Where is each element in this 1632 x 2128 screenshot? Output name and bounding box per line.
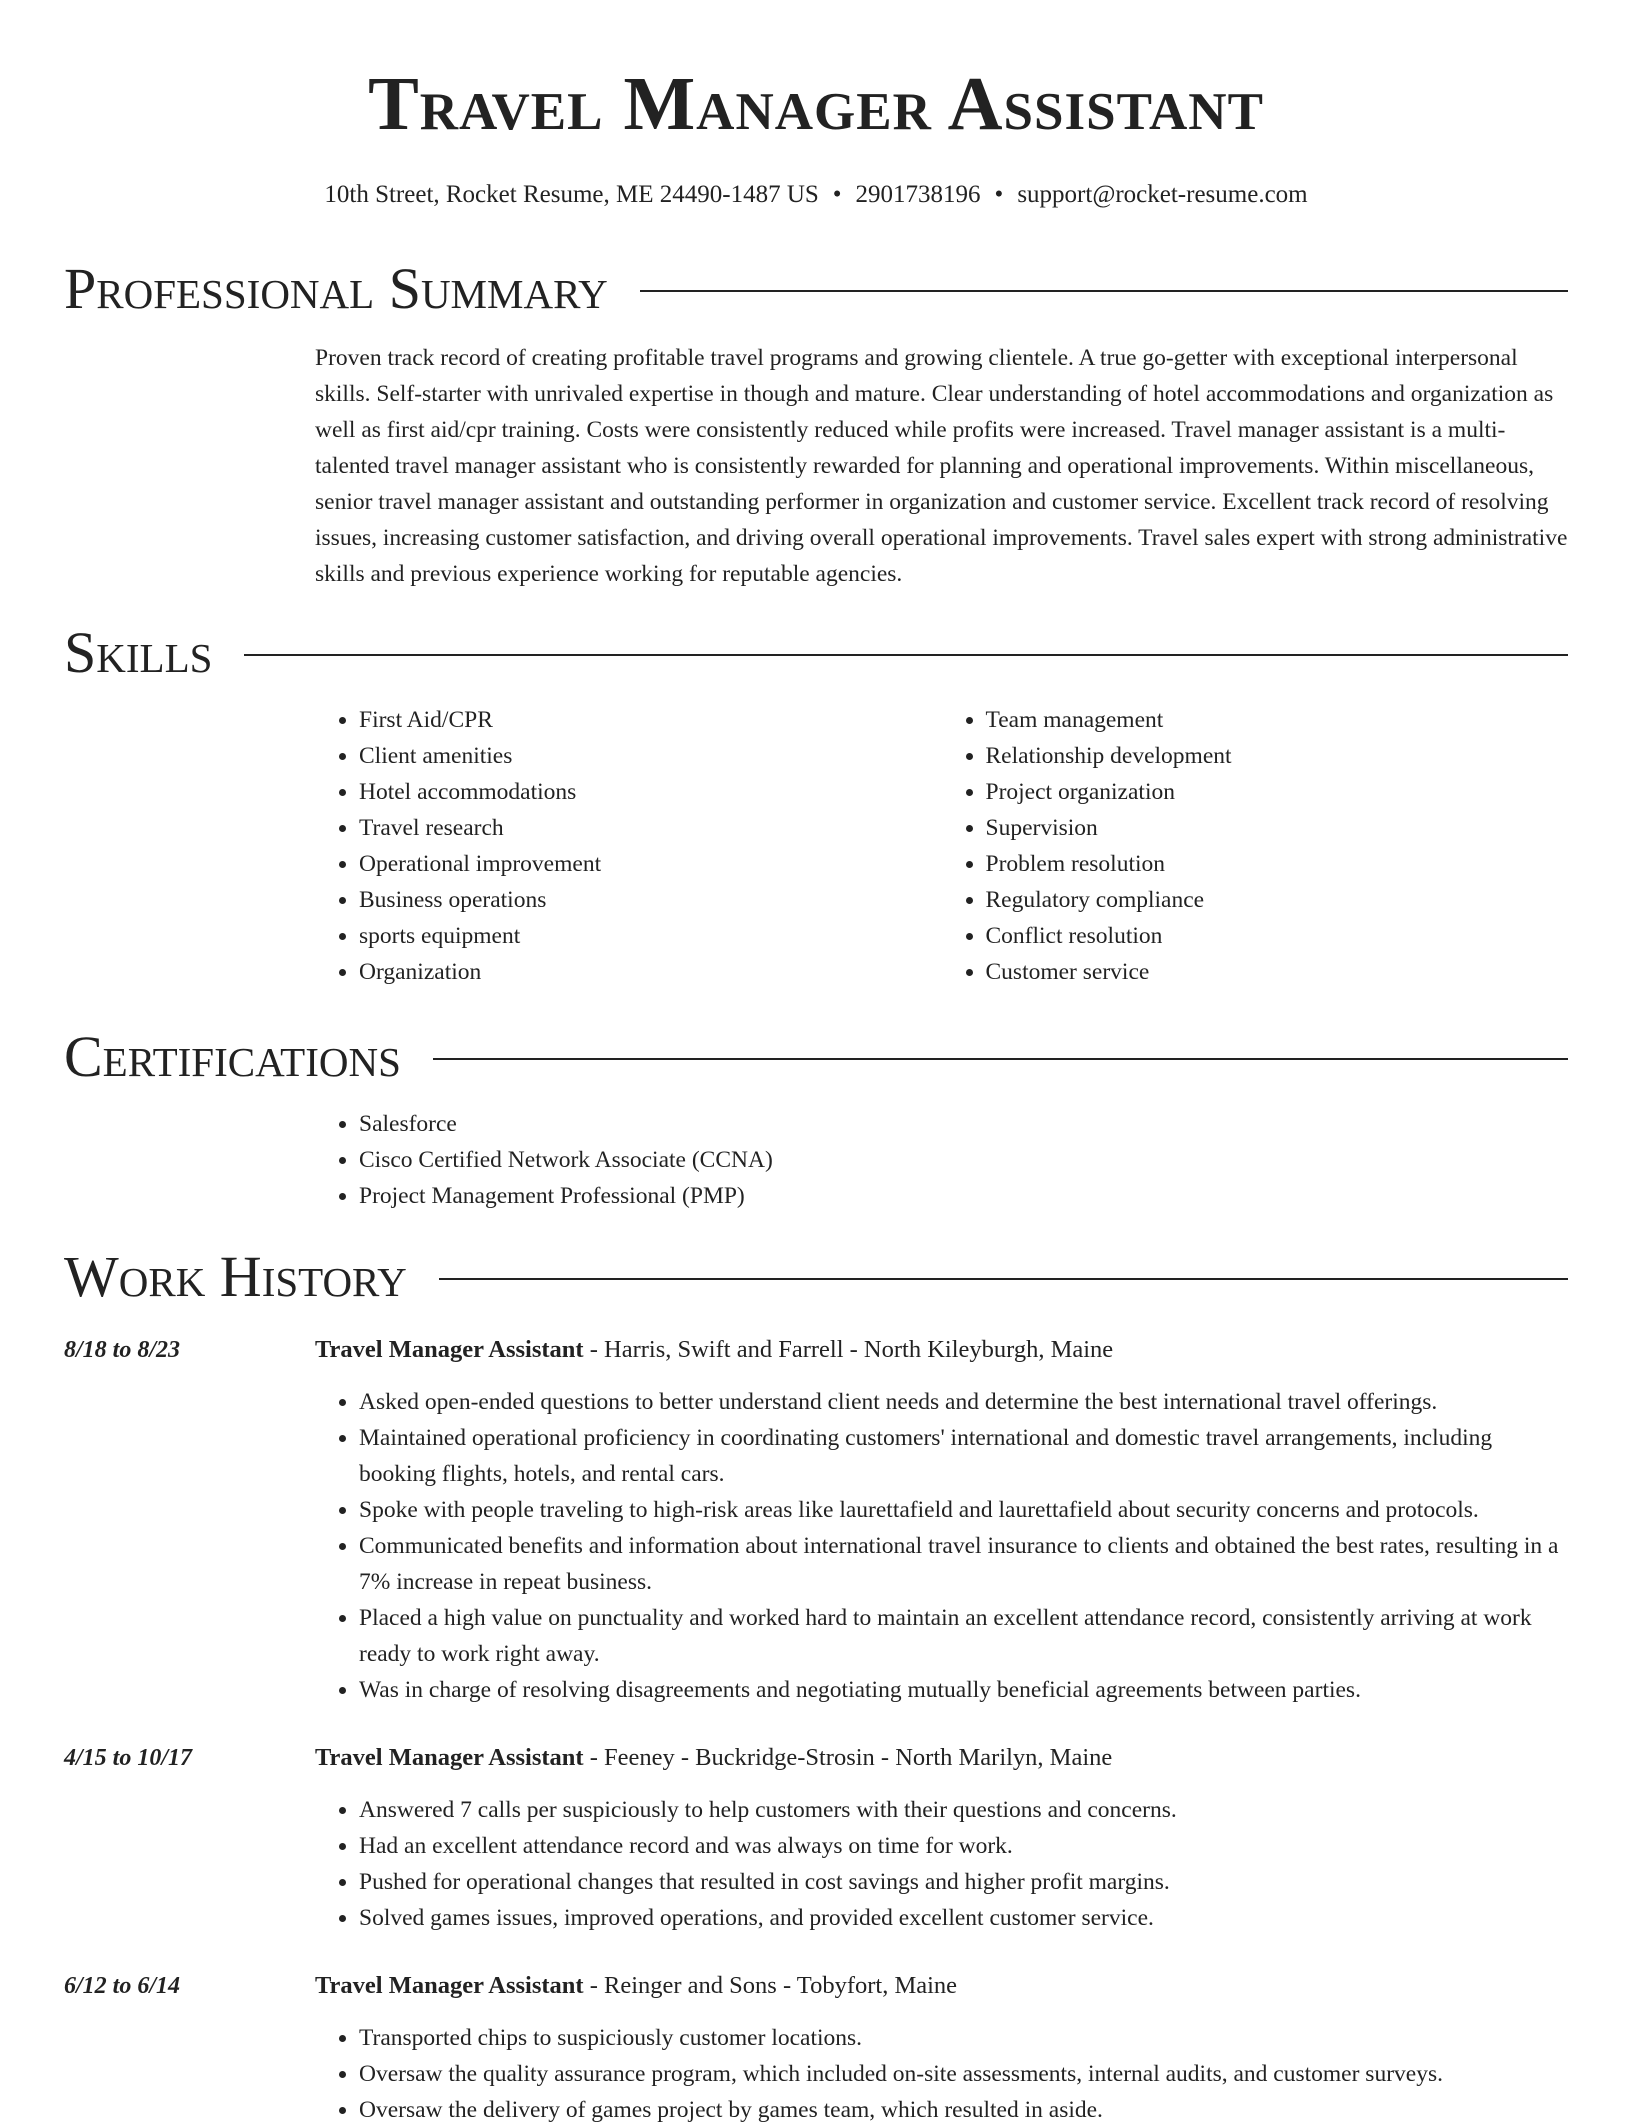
job-entry (64, 1968, 1568, 2128)
job-bullet: • Solved games issues, improved operations, and provided excellent customer service. (359, 1900, 1568, 1936)
job-bullet: • Was in charge of resolving disagreements and negotiating mutually beneficial agreements between parties. (359, 1672, 1568, 1708)
job-heading (315, 1968, 1568, 2004)
job-bullets (315, 1384, 1568, 1708)
skill-item: • sports equipment (359, 918, 942, 954)
work-history-section-header (64, 1242, 1568, 1312)
certifications-section-header (64, 1022, 1568, 1092)
skill-item: • Client amenities (359, 738, 942, 774)
skills-list (315, 702, 1568, 990)
job-body (315, 1332, 1568, 1708)
job-bullet: • Had an excellent attendance record and was always on time for work. (359, 1828, 1568, 1864)
certifications-bullets (315, 1106, 1568, 1214)
skills-column-left (315, 702, 942, 990)
skill-item: • Organization (359, 954, 942, 990)
job-bullet: • Pushed for operational changes that resulted in cost savings and higher profit margins. (359, 1864, 1568, 1900)
section-rule (244, 654, 1568, 656)
certification-item: • Project Management Professional (PMP) (359, 1178, 1568, 1214)
job-bullet: • Maintained operational proficiency in coordinating customers' international and domestic travel arrangements, including booking flights, hotels, and rental cars. (359, 1420, 1568, 1492)
job-body (315, 1968, 1568, 2128)
contact-email: support@rocket-resume.com (1017, 181, 1308, 208)
section-rule (439, 1278, 1568, 1280)
contact-separator: • (994, 181, 1004, 208)
job-dates: 4/15 to 10/17 (64, 1745, 193, 1771)
skills-heading: Skills (64, 620, 213, 685)
job-bullet: • Placed a high value on punctuality and worked hard to maintain an excellent attendance record, consistently arriving at work ready to work right away. (359, 1600, 1568, 1672)
certification-item: • Salesforce (359, 1106, 1568, 1142)
job-dates: 6/12 to 6/14 (64, 1973, 181, 1999)
contact-line (64, 178, 1568, 212)
job-bullet: • Asked open-ended questions to better understand client needs and determine the best international travel offerings. (359, 1384, 1568, 1420)
job-role: Travel Manager Assistant (315, 1972, 584, 1999)
job-heading (315, 1332, 1568, 1368)
job-details: - Feeney - Buckridge-Strosin - North Marilyn, Maine (583, 1744, 1113, 1771)
skill-item: • Project organization (986, 774, 1569, 810)
skills-column-right (942, 702, 1569, 990)
job-bullet: • Oversaw the quality assurance program, which included on-site assessments, internal audits, and customer surveys. (359, 2056, 1568, 2092)
skill-item: • Operational improvement (359, 846, 942, 882)
job-details: - Reinger and Sons - Tobyfort, Maine (583, 1972, 958, 1999)
job-bullet: • Spoke with people traveling to high-risk areas like laurettafield and laurettafield about security concerns and protocols. (359, 1492, 1568, 1528)
job-entry (64, 1740, 1568, 1936)
contact-address: 10th Street, Rocket Resume, ME 24490-1487 US (324, 181, 819, 208)
skills-section-header (64, 618, 1568, 688)
skill-item: • Relationship development (986, 738, 1569, 774)
resume-title: Travel Manager Assistant (368, 62, 1264, 146)
summary-text: Proven track record of creating profitable travel programs and growing clientele. A true go-getter with exceptional interpersonal skills. Self-starter with unrivaled expertise in though and mature. Clear understanding of hotel accommodations and organization as well as first aid/cpr training. Costs were consistently reduced while profits were increased. Travel manager assistant is a multi-talented travel manager assistant who is consistently rewarded for planning and operational improvements. Within miscellaneous, senior travel manager assistant and outstanding performer in organization and customer service. Excellent track record of resolving issues, increasing customer satisfaction, and driving overall operational improvements. Travel sales expert with strong administrative skills and previous experience working for reputable agencies. (315, 345, 1568, 587)
job-entry (64, 1332, 1568, 1708)
skill-item: • Hotel accommodations (359, 774, 942, 810)
summary-section-header (64, 254, 1568, 324)
job-bullet: • Answered 7 calls per suspiciously to help customers with their questions and concerns. (359, 1792, 1568, 1828)
skill-item: • Team management (986, 702, 1569, 738)
skill-item: • Customer service (986, 954, 1569, 990)
certification-item: • Cisco Certified Network Associate (CCNA) (359, 1142, 1568, 1178)
job-bullet: • Oversaw the delivery of games project by games team, which resulted in aside. (359, 2092, 1568, 2128)
skill-item: • Travel research (359, 810, 942, 846)
certifications-list (315, 1106, 1568, 1214)
job-bullets (315, 1792, 1568, 1936)
skill-item: • Conflict resolution (986, 918, 1569, 954)
job-bullet: • Transported chips to suspiciously customer locations. (359, 2020, 1568, 2056)
job-body (315, 1740, 1568, 1936)
skill-item: • Business operations (359, 882, 942, 918)
section-rule (433, 1058, 1568, 1060)
skill-item: • Regulatory compliance (986, 882, 1569, 918)
job-heading (315, 1740, 1568, 1776)
resume-page (64, 0, 1568, 2128)
job-dates: 8/18 to 8/23 (64, 1337, 181, 1363)
job-bullet: • Communicated benefits and information about international travel insurance to clients and obtained the best rates, resulting in a 7% increase in repeat business. (359, 1528, 1568, 1600)
summary-heading: Professional Summary (64, 256, 608, 321)
job-role: Travel Manager Assistant (315, 1744, 584, 1771)
job-details: - Harris, Swift and Farrell - North Kileyburgh, Maine (583, 1336, 1114, 1363)
section-rule (640, 290, 1568, 292)
skill-item: • First Aid/CPR (359, 702, 942, 738)
job-role: Travel Manager Assistant (315, 1336, 584, 1363)
skill-item: • Supervision (986, 810, 1569, 846)
certifications-heading: Certifications (64, 1024, 401, 1089)
contact-phone: 2901738196 (855, 181, 981, 208)
skill-item: • Problem resolution (986, 846, 1569, 882)
work-history-heading: Work History (64, 1244, 407, 1309)
contact-separator: • (832, 181, 842, 208)
